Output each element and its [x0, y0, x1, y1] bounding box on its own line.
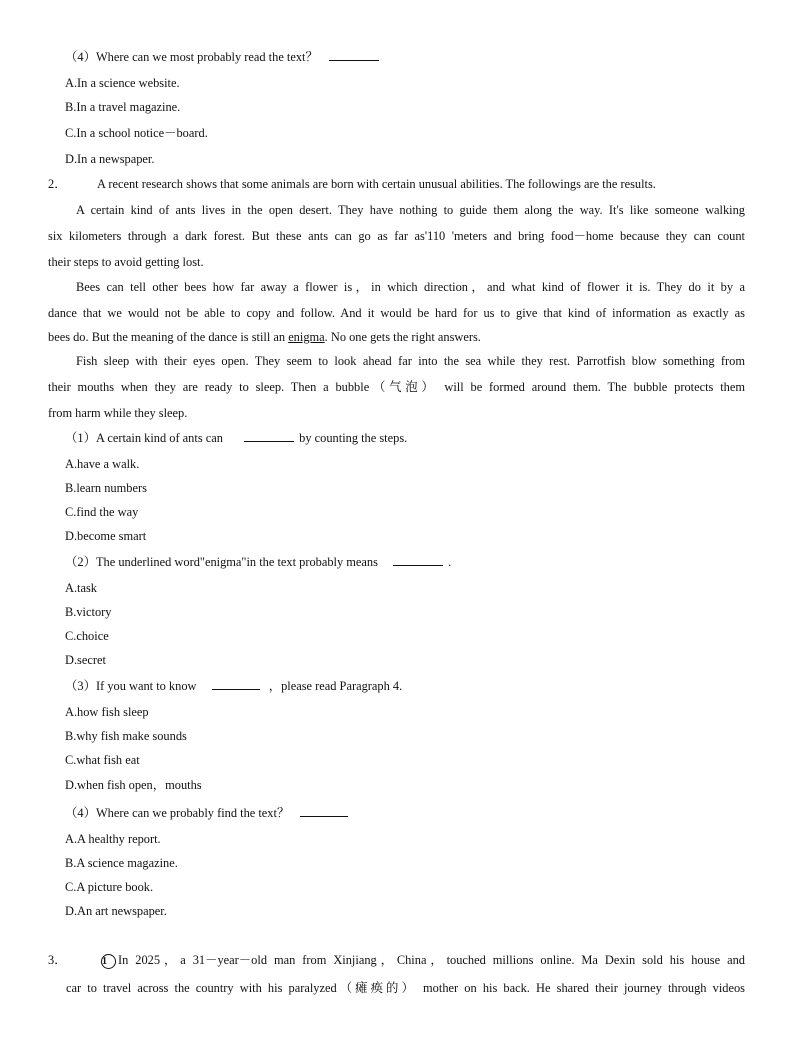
q2-para3-line2: dance that we would not be able to copy and follow. And it would be hard for us to give that kind of information as exactly as — [48, 306, 745, 320]
q2-para4-line2: their mouths when they are ready to sleep. Then a bubble（气泡） will be formed around them. The bubble protects them — [48, 380, 745, 394]
q2-sub1-stem — [65, 430, 407, 446]
q2-para4-line1: Fish sleep with their eyes open. They seem to look ahead far into the sea while they rest. Parrotfish blow something from — [76, 354, 745, 368]
q2-sub4-option-a: A.A healthy report. — [65, 832, 161, 846]
q2-sub2-stem-before: （2）The underlined word"enigma"in the text probably means — [65, 555, 378, 569]
q2-sub2-stem — [65, 554, 451, 570]
q2-sub4-option-c: C.A picture book. — [65, 880, 154, 894]
answer-blank[interactable] — [393, 554, 443, 566]
q2-para3-line3-after: . No one gets the right answers. — [324, 330, 481, 344]
q2-number: 2． — [48, 177, 67, 191]
q2-para2-line3: their steps to avoid getting lost. — [48, 255, 204, 269]
q2-intro: A recent research shows that some animals are born with certain unusual abilities. The followings are the results. — [97, 177, 656, 191]
q2-para3-line3-before: bees do. But the meaning of the dance is still an — [48, 330, 289, 344]
q3-number: 3． — [48, 953, 67, 967]
circled-number-marker: 1 — [101, 954, 116, 969]
answer-blank[interactable] — [329, 49, 379, 61]
q2-sub3-option-d: D.when fish open，mouths — [65, 778, 202, 792]
q1-part4-stem — [65, 49, 379, 65]
q2-sub3-option-c: C.what fish eat — [65, 753, 140, 767]
answer-blank[interactable] — [212, 678, 260, 690]
q2-para4-line3: from harm while they sleep. — [48, 406, 188, 420]
q2-sub2-stem-after: . — [448, 555, 452, 569]
q2-sub2-option-b: B.victory — [65, 605, 112, 619]
q2-sub3-stem-before: （3）If you want to know — [65, 679, 197, 693]
q2-sub1-option-d: D.become smart — [65, 529, 147, 543]
q2-sub4-option-d: D.An art newspaper. — [65, 904, 167, 918]
q2-para3-line3 — [48, 329, 481, 345]
underlined-word-enigma: enigma — [288, 330, 325, 344]
q2-sub4-stem — [65, 805, 348, 821]
q2-sub1-option-a: A.have a walk. — [65, 457, 140, 471]
q2-sub3-option-a: A.how fish sleep — [65, 705, 149, 719]
q2-sub1-stem-after: by counting the steps. — [299, 431, 408, 445]
q1-part4-option-a: A.In a science website. — [65, 76, 180, 90]
q2-para3-line1: Bees can tell other bees how far away a flower is，in which direction，and what kind of flower it is. They do it by a — [76, 280, 745, 294]
answer-blank[interactable] — [300, 805, 348, 817]
q2-sub1-option-c: C.find the way — [65, 505, 139, 519]
q3-line2: car to travel across the country with his paralyzed（瘫痪的） mother on his back. He shared their journey through videos — [66, 981, 745, 995]
q2-sub2-option-d: D.secret — [65, 653, 106, 667]
q2-sub3-stem-after: ，please read Paragraph 4. — [268, 679, 403, 693]
q2-sub2-option-c: C.choice — [65, 629, 109, 643]
q2-sub4-option-b: B.A science magazine. — [65, 856, 178, 870]
q1-part4-option-b: B.In a travel magazine. — [65, 100, 181, 114]
q1-part4-stem-text: （4）Where can we most probably read the text？ — [65, 50, 318, 64]
q2-para2-line2: six kilometers through a dark forest. But these ants can go as far as'110 'meters and bring food－home because they can count — [48, 229, 745, 243]
q1-part4-option-c: C.In a school notice－board. — [65, 126, 208, 140]
q2-sub2-option-a: A.task — [65, 581, 98, 595]
q3-line1-text: In 2025，a 31－year－old man from Xinjiang，China，touched millions online. Ma Dexin sold his house and — [118, 953, 745, 967]
q1-part4-option-d: D.In a newspaper. — [65, 152, 155, 166]
q2-para2-line1: A certain kind of ants lives in the open desert. They have nothing to guide them along the way. It's like someone walking — [76, 203, 745, 217]
q2-sub3-stem — [65, 678, 402, 694]
q2-sub3-option-b: B.why fish make sounds — [65, 729, 187, 743]
q2-sub4-stem-before: （4）Where can we probably find the text？ — [65, 806, 290, 820]
answer-blank[interactable] — [244, 430, 294, 442]
q2-sub1-option-b: B.learn numbers — [65, 481, 147, 495]
q2-sub1-stem-before: （1）A certain kind of ants can — [65, 431, 223, 445]
q3-line1 — [101, 952, 745, 969]
